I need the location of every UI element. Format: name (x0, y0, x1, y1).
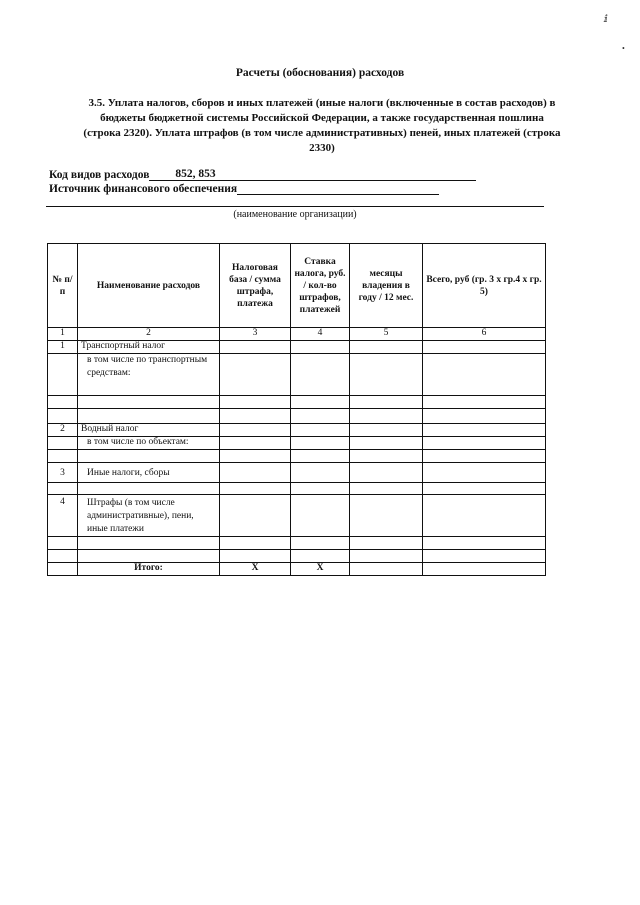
column-number: 6 (423, 328, 546, 341)
table-cell (423, 537, 546, 550)
header-rate: Ставка налога, руб. / кол-во штрафов, платежей (291, 244, 350, 328)
table-cell (48, 550, 78, 563)
expense-code-gap (149, 168, 175, 181)
table-row (48, 483, 546, 495)
row-subitem: в том числе по транспортным средствам: (78, 354, 220, 396)
row-subitem: в том числе по объектам: (78, 437, 220, 450)
expense-code-label: Код видов расходов (49, 169, 150, 181)
table-cell (220, 483, 291, 495)
table-cell (350, 341, 423, 354)
column-number: 5 (350, 328, 423, 341)
total-row (48, 563, 546, 576)
expense-code-value: 852, 853 (175, 168, 216, 180)
table-cell (423, 495, 546, 537)
table-cell (220, 537, 291, 550)
row-number: 4 (48, 495, 78, 537)
header-total: Всего, руб (гр. 3 х гр.4 х гр. 5) (423, 244, 546, 328)
table-cell (350, 450, 423, 463)
table-row (48, 424, 546, 437)
table-cell (423, 450, 546, 463)
section-heading-line: (строка 2320). Уплата штрафов (в том числе административных) пеней, иных платежей (строка (83, 127, 561, 139)
table-row (48, 396, 546, 409)
organization-line (46, 206, 544, 207)
table-header-row (48, 244, 546, 328)
total-label: Итого: (78, 563, 220, 576)
table-cell (423, 341, 546, 354)
total-base-mark: Х (220, 563, 291, 576)
table-cell (423, 463, 546, 483)
table-cell (48, 354, 78, 396)
table-cell (78, 450, 220, 463)
table-cell (220, 495, 291, 537)
table-cell (78, 537, 220, 550)
section-heading-line: бюджеты бюджетной системы Российской Федерации, а также государственная пошлина (100, 112, 544, 124)
row-name: Иные налоги, сборы (78, 463, 220, 483)
table-cell (220, 341, 291, 354)
table-cell (220, 437, 291, 450)
table-cell (350, 409, 423, 424)
table-cell (220, 354, 291, 396)
table-cell (350, 354, 423, 396)
document-title: Расчеты (обоснования) расходов (235, 67, 405, 79)
table-row (48, 550, 546, 563)
table-cell (48, 537, 78, 550)
table-cell (291, 341, 350, 354)
table-row (48, 450, 546, 463)
table-cell (220, 424, 291, 437)
table-cell (423, 354, 546, 396)
table-cell (350, 437, 423, 450)
column-number-row (48, 328, 546, 341)
expense-code-field (49, 168, 476, 181)
column-number: 1 (48, 328, 78, 341)
table-cell (350, 424, 423, 437)
table-cell (350, 396, 423, 409)
table-cell (291, 450, 350, 463)
row-name: Водный налог (78, 424, 220, 437)
section-heading (52, 96, 592, 156)
table-cell (291, 409, 350, 424)
table-cell (291, 424, 350, 437)
header-num: № п/п (48, 244, 78, 328)
row-number: 1 (48, 341, 78, 354)
column-number: 3 (220, 328, 291, 341)
table-cell (48, 437, 78, 450)
table-row (48, 409, 546, 424)
table-cell (78, 409, 220, 424)
table-cell (350, 563, 423, 576)
table-row (48, 354, 546, 396)
table-cell (78, 396, 220, 409)
table-cell (291, 495, 350, 537)
header-base: Налоговая база / сумма штрафа, платежа (220, 244, 291, 328)
section-heading-line: 2330) (309, 142, 335, 154)
expense-code-underline (216, 168, 476, 181)
table-cell (423, 409, 546, 424)
scan-speck: • (622, 44, 625, 53)
table-cell (48, 409, 78, 424)
table-cell (220, 463, 291, 483)
pen-mark: ⅈ (604, 14, 608, 25)
table-cell (350, 483, 423, 495)
table-cell (220, 450, 291, 463)
table-cell (423, 396, 546, 409)
table-row (48, 463, 546, 483)
table-cell (291, 463, 350, 483)
row-name: Штрафы (в том числе административные), пени, иные платежи (78, 495, 220, 537)
table-row (48, 437, 546, 450)
section-heading-line: 3.5. Уплата налогов, сборов и иных платежей (иные налоги (включенные в состав расходов) в (88, 97, 556, 109)
table-cell (423, 550, 546, 563)
funding-source-label: Источник финансового обеспечения (49, 183, 238, 195)
row-name: Транспортный налог (78, 341, 220, 354)
table-cell (350, 550, 423, 563)
table-cell (78, 550, 220, 563)
organization-caption: (наименование организации) (233, 209, 357, 220)
table-cell (48, 483, 78, 495)
table-cell (350, 537, 423, 550)
table-cell (291, 537, 350, 550)
table-cell (220, 396, 291, 409)
table-cell (220, 550, 291, 563)
table-cell (423, 563, 546, 576)
table-cell (291, 354, 350, 396)
table-cell (423, 483, 546, 495)
table-cell (423, 424, 546, 437)
table-cell (350, 463, 423, 483)
table-cell (291, 483, 350, 495)
table-row (48, 537, 546, 550)
table-row (48, 495, 546, 537)
table-row (48, 341, 546, 354)
table-cell (48, 563, 78, 576)
funding-source-field (49, 182, 439, 195)
header-months: месяцы владения в году / 12 мес. (350, 244, 423, 328)
table-cell (350, 495, 423, 537)
funding-source-value (237, 182, 439, 195)
table-cell (78, 483, 220, 495)
total-rate-mark: Х (291, 563, 350, 576)
table-cell (291, 550, 350, 563)
table-cell (220, 409, 291, 424)
header-name: Наименование расходов (78, 244, 220, 328)
column-number: 2 (78, 328, 220, 341)
row-number: 2 (48, 424, 78, 437)
column-number: 4 (291, 328, 350, 341)
table-cell (48, 396, 78, 409)
expenses-table (47, 243, 546, 576)
row-number: 3 (48, 463, 78, 483)
table-cell (423, 437, 546, 450)
table-cell (48, 450, 78, 463)
table-cell (291, 396, 350, 409)
table-cell (291, 437, 350, 450)
